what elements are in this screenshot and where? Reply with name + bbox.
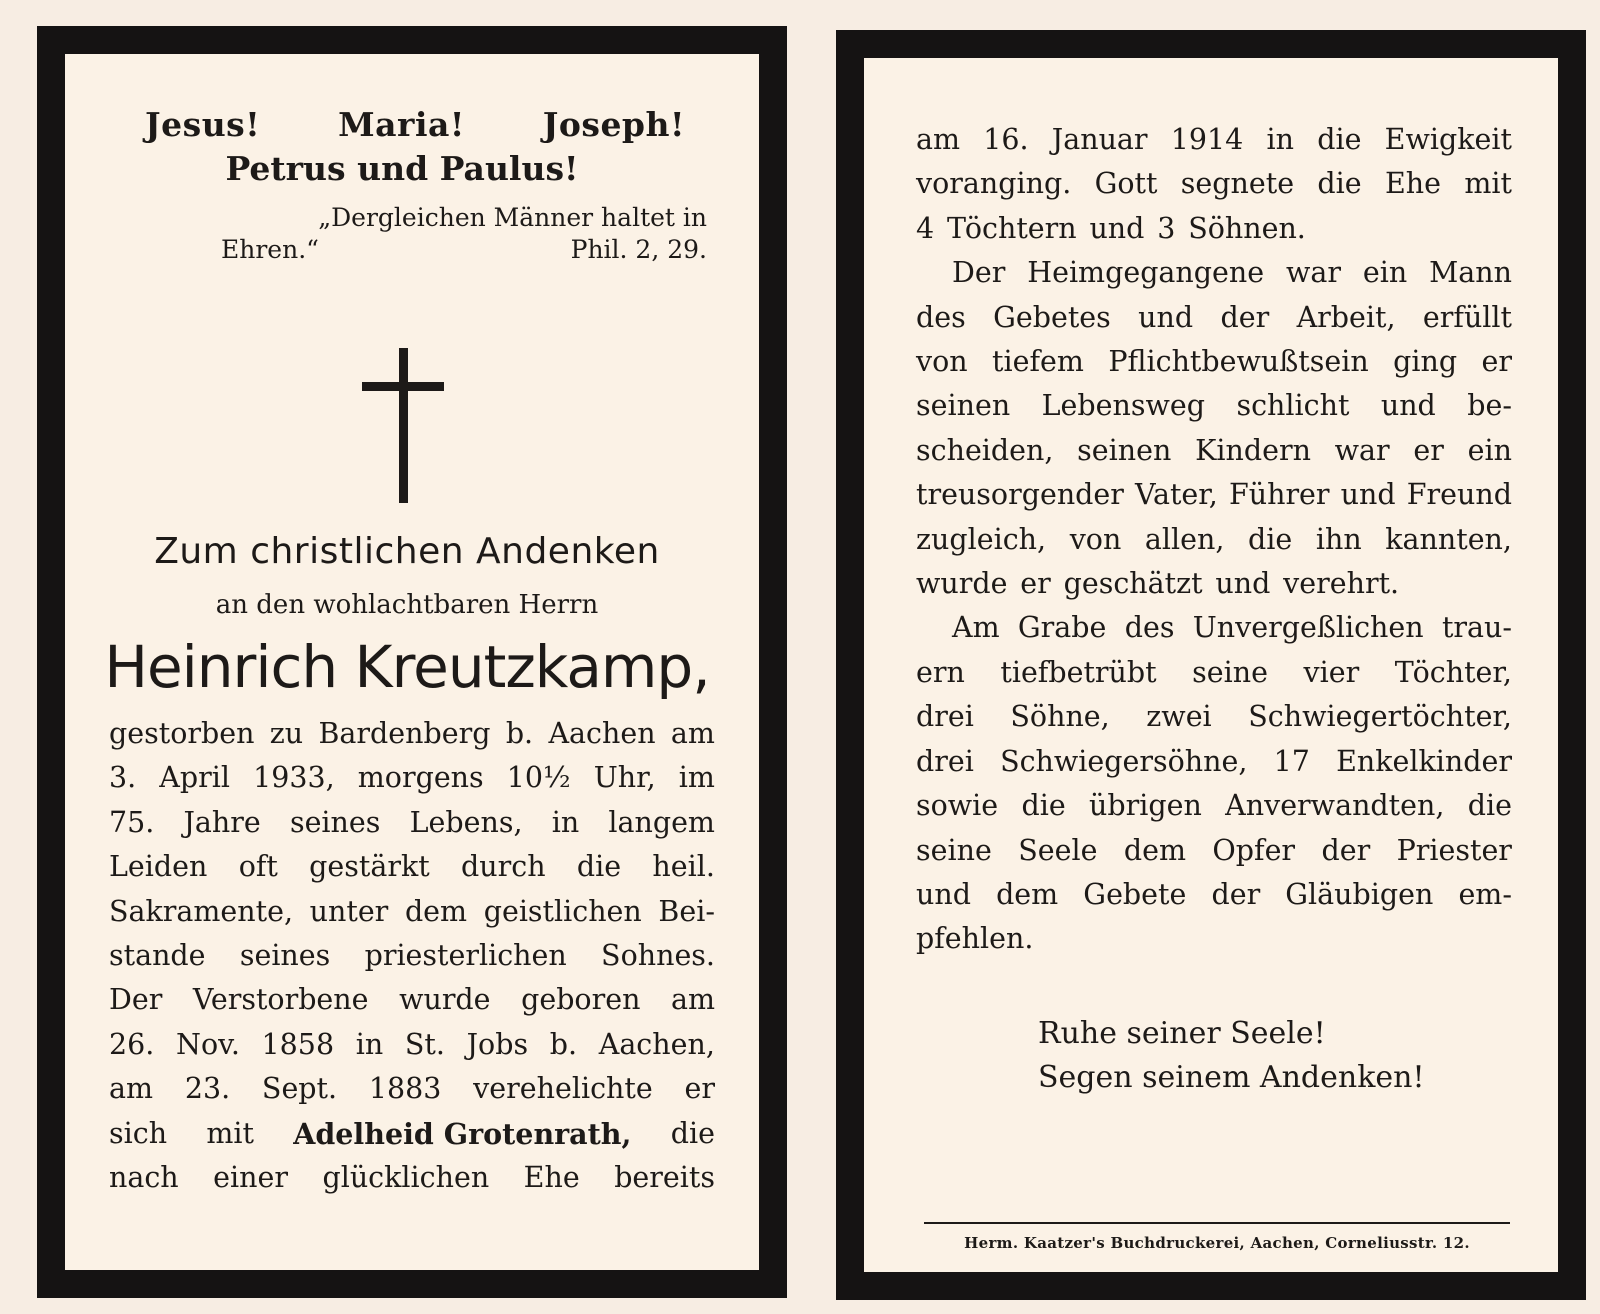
saints-line: Petrus und Paulus!	[225, 149, 579, 188]
word: 1933,	[253, 761, 335, 795]
quote-line-1: „Dergleichen Männer haltet in	[318, 203, 707, 232]
word: und	[1380, 389, 1436, 423]
word: war	[1334, 433, 1390, 467]
word: 4	[916, 211, 935, 245]
continuation-line	[916, 118, 1512, 162]
word: die	[1021, 789, 1066, 823]
continuation-line	[916, 784, 1512, 828]
word: geschätzt	[1063, 567, 1203, 601]
word: seines	[289, 805, 381, 839]
word: der	[1321, 833, 1371, 867]
word: Adelheid Grotenrath,	[293, 1116, 632, 1151]
word: übrigen	[1089, 789, 1202, 823]
printer-divider	[924, 1222, 1510, 1224]
word: am	[670, 983, 715, 1017]
word: Opfer	[1212, 833, 1296, 867]
word: die	[670, 1116, 715, 1150]
word: em-	[1458, 877, 1512, 911]
word: am	[109, 1072, 154, 1106]
memorial-heading: Zum christlichen Andenken	[154, 531, 660, 572]
word: St.	[404, 1027, 445, 1061]
word: 3.	[109, 761, 137, 795]
continuation-line	[916, 473, 1512, 517]
invocation-joseph: Joseph!	[542, 105, 685, 144]
word: am	[670, 717, 715, 750]
word: die	[576, 850, 622, 884]
biography-line	[109, 1112, 715, 1156]
biography-line	[109, 890, 715, 934]
word: Priester	[1396, 833, 1512, 867]
word: Bei-	[658, 894, 715, 928]
word: tiefbetrübt	[1000, 655, 1157, 689]
word: 1883	[368, 1072, 442, 1106]
word: Anverwandten,	[1225, 789, 1445, 823]
word: dem	[996, 877, 1059, 911]
word: Unvergeßlichen	[1192, 611, 1424, 645]
word: geboren	[521, 983, 641, 1017]
word: dem	[404, 894, 468, 928]
word: bereits	[614, 1161, 715, 1195]
word: Aachen	[548, 717, 656, 750]
word: pfehlen.	[916, 922, 1034, 956]
word: Sohnes.	[601, 939, 715, 973]
word: Am	[952, 611, 1000, 645]
blessing	[1038, 1012, 1512, 1100]
word: heil.	[652, 850, 715, 884]
word: und	[916, 877, 971, 911]
word: von	[1069, 522, 1122, 556]
continuation-line	[916, 695, 1512, 739]
word: treusorgender	[916, 478, 1124, 512]
word: in	[551, 805, 580, 839]
word: morgens	[357, 761, 484, 795]
word: ihn	[1315, 522, 1362, 556]
word: in	[1266, 123, 1294, 156]
word: dem	[1123, 833, 1187, 867]
word: 16.	[983, 123, 1029, 156]
word: 17	[1273, 744, 1310, 778]
word: drei	[916, 700, 974, 734]
bible-quote	[221, 202, 707, 266]
word: Der	[952, 256, 1006, 290]
word: kannten,	[1385, 522, 1512, 556]
word: mit	[1464, 167, 1512, 201]
word: priesterlichen	[364, 939, 567, 973]
word: stande	[109, 939, 206, 973]
biography-line	[109, 1023, 715, 1067]
biography-line	[109, 756, 715, 800]
word: Der	[109, 983, 163, 1017]
word: die	[1248, 522, 1293, 556]
word: Freund	[1406, 478, 1512, 512]
word: Sept.	[261, 1072, 338, 1106]
word: einer	[213, 1161, 288, 1195]
word: Vater,	[1135, 478, 1218, 512]
word: gestorben	[109, 717, 255, 750]
word: voranging.	[916, 167, 1072, 201]
word: vier	[1303, 655, 1360, 689]
word: ein	[1467, 433, 1512, 467]
word: 10½	[506, 761, 571, 795]
word: Aachen,	[598, 1027, 715, 1061]
word: er	[1413, 433, 1444, 467]
word: sowie	[916, 789, 999, 823]
biography-line	[109, 934, 715, 978]
word: gestärkt	[309, 850, 430, 884]
word: Söhne,	[1010, 700, 1110, 734]
word: er	[1020, 567, 1051, 601]
word: des	[916, 300, 966, 334]
word: Gebete	[1083, 877, 1187, 911]
word: trau-	[1441, 611, 1512, 645]
word: Gläubigen	[1285, 877, 1434, 911]
word: Verstorbene	[192, 983, 369, 1017]
word: ern	[916, 655, 965, 689]
continuation-line	[916, 384, 1512, 428]
word: Gebetes	[993, 300, 1111, 334]
biography-line	[109, 712, 715, 756]
cross-icon	[362, 348, 444, 503]
word: Schwiegersöhne,	[1000, 744, 1248, 778]
word: er	[1481, 345, 1512, 379]
word: er	[684, 1072, 715, 1106]
word: von	[916, 345, 968, 379]
word: April	[159, 761, 230, 795]
word: war	[1286, 256, 1342, 290]
word: Mann	[1429, 256, 1512, 290]
word: Jahre	[183, 805, 261, 839]
word: Bardenberg	[318, 717, 491, 750]
biography-line	[109, 801, 715, 845]
word: seine	[916, 833, 992, 867]
biography-line	[109, 845, 715, 889]
word: Schwiegertöchter,	[1248, 700, 1512, 734]
word: Arbeit,	[1296, 300, 1396, 334]
blessing-line-2: Segen seinem Andenken!	[1038, 1059, 1425, 1095]
quote-line-2-text: Ehren.“	[221, 235, 319, 264]
word: be-	[1467, 389, 1512, 423]
biography-line	[109, 1067, 715, 1111]
word: zugleich,	[916, 522, 1047, 556]
word: b.	[505, 717, 534, 750]
word: und	[1089, 211, 1145, 245]
continuation-line	[916, 606, 1512, 650]
continuation-line	[916, 873, 1512, 917]
word: ging	[1393, 345, 1458, 379]
word: scheiden,	[916, 433, 1054, 467]
continuation-line	[916, 340, 1512, 384]
word: Seele	[1018, 833, 1098, 867]
word: wurde	[399, 983, 491, 1017]
word: Pflichtbewußtsein	[1108, 345, 1369, 379]
invocation-maria: Maria!	[338, 105, 465, 144]
word: Ehe	[523, 1161, 580, 1195]
word: drei	[916, 744, 974, 778]
continuation-line	[916, 296, 1512, 340]
continuation-line	[916, 429, 1512, 473]
biography-text	[109, 712, 715, 1200]
word: 26.	[109, 1027, 155, 1061]
word: 23.	[184, 1072, 231, 1106]
word: unter	[309, 894, 389, 928]
continuation-line	[916, 917, 1512, 961]
word: seinen	[1077, 433, 1172, 467]
right-content	[916, 118, 1512, 1100]
word: am	[916, 123, 961, 156]
word: die	[1467, 789, 1512, 823]
word: Lebens,	[409, 805, 523, 839]
word: mit	[206, 1116, 254, 1150]
cross-vertical-bar	[399, 348, 408, 503]
word: Ewigkeit	[1384, 123, 1512, 156]
word: schlicht	[1236, 389, 1350, 423]
word: des	[1124, 611, 1175, 645]
word: seinen	[916, 389, 1011, 423]
continuation-line	[916, 829, 1512, 873]
word: Sakramente,	[109, 894, 294, 928]
word: Jobs	[466, 1027, 529, 1061]
word: Enkelkinder	[1336, 744, 1512, 778]
word: erfüllt	[1422, 300, 1512, 334]
word: im	[678, 761, 715, 795]
left-card	[37, 26, 787, 1298]
dedication-line: an den wohlachtbaren Herrn	[215, 590, 599, 620]
word: verehelichte	[473, 1072, 653, 1106]
word: der	[1220, 300, 1270, 334]
word: wurde	[916, 567, 1008, 601]
continuation-line	[916, 518, 1512, 562]
word: zwei	[1146, 700, 1212, 734]
word: nach	[109, 1161, 179, 1195]
quote-line-2	[221, 234, 707, 266]
right-card-inner	[864, 58, 1558, 1272]
right-card	[836, 30, 1586, 1300]
word: und	[1138, 300, 1194, 334]
printer-imprint: Herm. Kaatzer's Buchdruckerei, Aachen, Corneliusstr. 12.	[964, 1234, 1470, 1252]
word: seine	[1192, 655, 1268, 689]
word: 3	[1157, 211, 1176, 245]
word: die	[1317, 123, 1362, 156]
word: Grabe	[1017, 611, 1107, 645]
continuation-line	[916, 162, 1512, 206]
biography-line	[109, 1156, 715, 1200]
word: seines	[239, 939, 331, 973]
word: verehrt.	[1283, 567, 1400, 601]
word: zu	[269, 717, 304, 750]
continuation-line	[916, 651, 1512, 695]
word: Heimgegangene	[1027, 256, 1265, 290]
word: allen,	[1144, 522, 1225, 556]
left-content	[104, 104, 715, 1200]
word: 1914	[1170, 123, 1244, 156]
word: glücklichen	[322, 1161, 490, 1195]
word: Kindern	[1195, 433, 1311, 467]
continuation-text	[916, 118, 1512, 962]
word: Uhr,	[593, 761, 656, 795]
biography-line	[109, 978, 715, 1022]
invocation-jesus: Jesus!	[145, 105, 261, 144]
word: Lebensweg	[1041, 389, 1206, 423]
word: Ehe	[1384, 167, 1442, 201]
continuation-line	[916, 562, 1512, 606]
continuation-line	[916, 207, 1512, 251]
cross-horizontal-bar	[362, 382, 444, 391]
blessing-line-1: Ruhe seiner Seele!	[1038, 1015, 1326, 1051]
word: der	[1211, 877, 1261, 911]
word: in	[355, 1027, 384, 1061]
word: Führer	[1228, 478, 1330, 512]
word: Gott	[1094, 167, 1158, 201]
word: segnete	[1180, 167, 1295, 201]
word: Leiden	[109, 850, 208, 884]
word: Nov.	[176, 1027, 240, 1061]
left-card-inner	[65, 54, 759, 1270]
quote-reference: Phil. 2, 29.	[570, 235, 707, 264]
word: 1858	[261, 1027, 335, 1061]
continuation-line	[916, 251, 1512, 295]
continuation-line	[916, 740, 1512, 784]
word: und	[1215, 567, 1271, 601]
word: 75.	[109, 805, 155, 839]
word: Januar	[1051, 123, 1148, 156]
word: Söhnen.	[1188, 211, 1306, 245]
word: und	[1340, 478, 1396, 512]
word: tiefem	[992, 345, 1084, 379]
word: ein	[1362, 256, 1408, 290]
word: durch	[461, 850, 546, 884]
word: b.	[549, 1027, 578, 1061]
invocations	[145, 104, 685, 146]
word: Töchter,	[1394, 655, 1512, 689]
word: sich	[109, 1116, 168, 1150]
word: langem	[608, 805, 715, 839]
word: die	[1317, 167, 1362, 201]
word: Töchtern	[946, 211, 1077, 245]
deceased-name: Heinrich Kreutzkamp,	[104, 633, 710, 701]
word: geistlichen	[483, 894, 642, 928]
word: oft	[238, 850, 278, 884]
